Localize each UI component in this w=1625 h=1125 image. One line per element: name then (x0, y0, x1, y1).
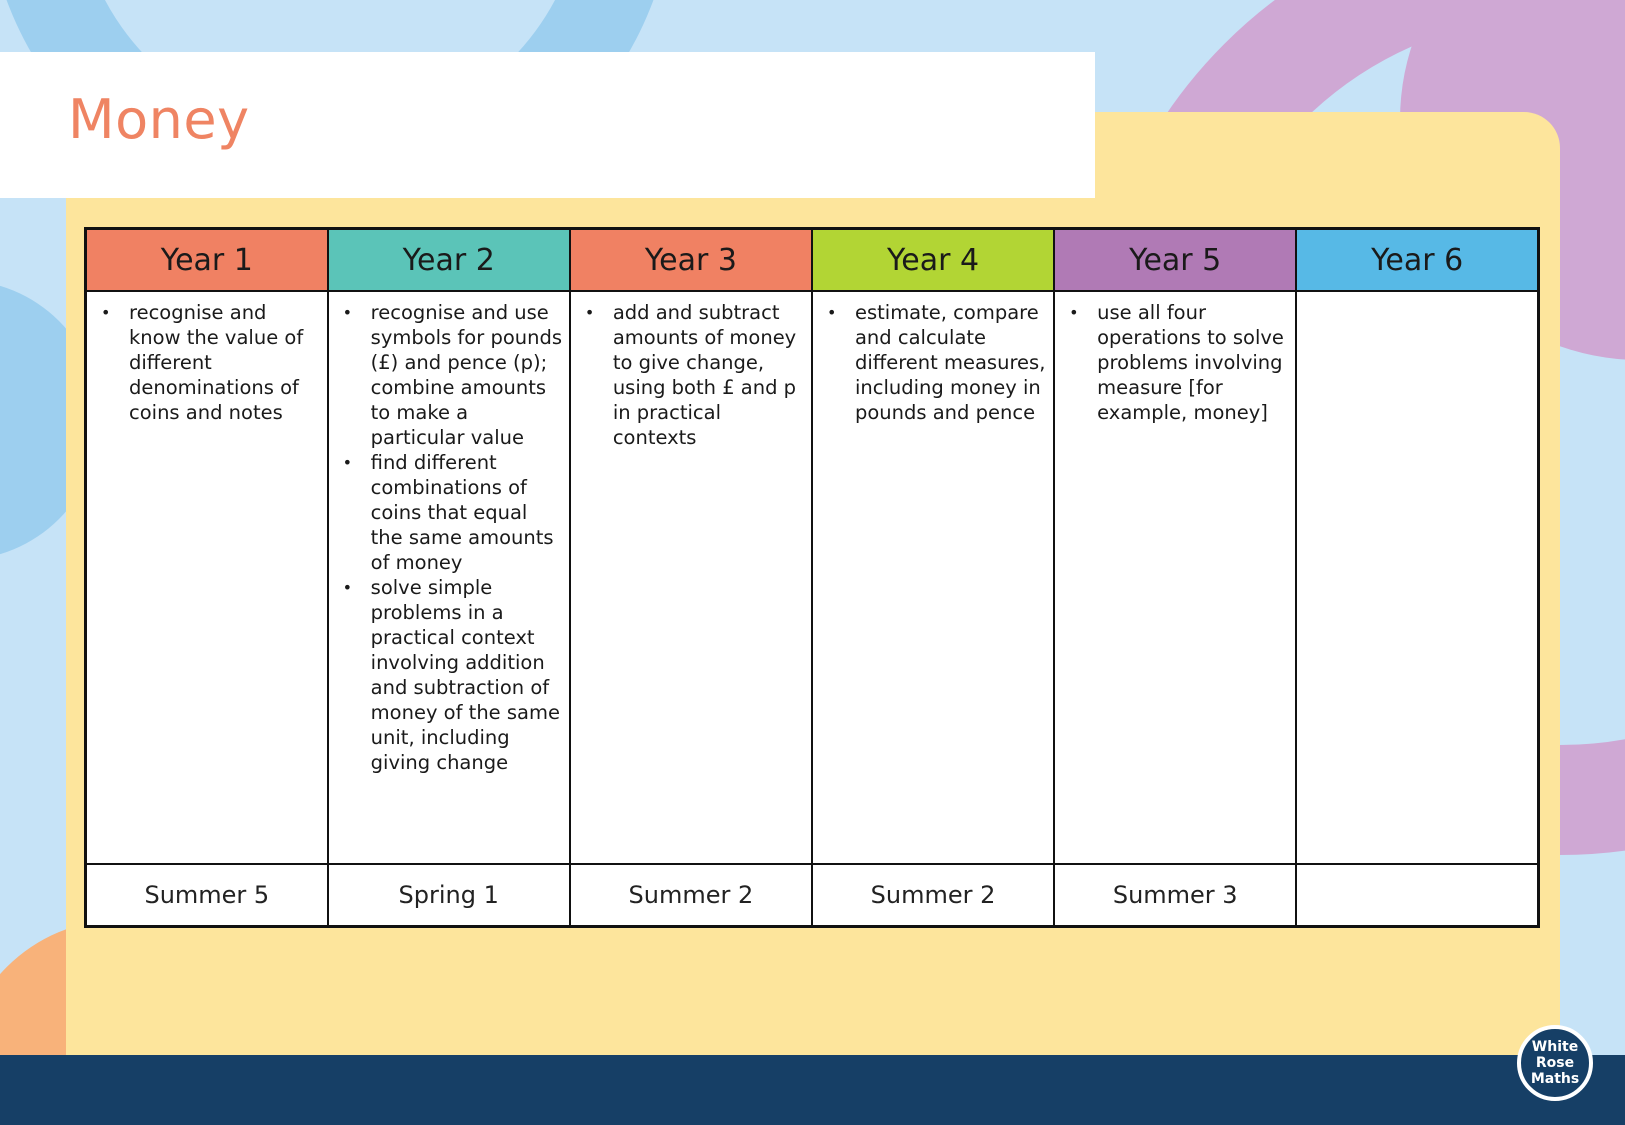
objectives-list (1065, 300, 1289, 425)
objectives-cell-year-2 (328, 291, 570, 864)
objectives-list (823, 300, 1047, 425)
objective-item: • add and subtract amounts of money to give change, using both £ and p in practical contexts (613, 300, 805, 450)
page-title: Money (68, 88, 250, 151)
year-header-1: Year 1 (86, 229, 328, 292)
curriculum-table (84, 227, 1540, 928)
term-cell-year-5: Summer 3 (1054, 864, 1296, 927)
header-row (86, 229, 1539, 292)
objective-item: • solve simple problems in a practical context involving addition and subtraction of money of the same unit, including giving change (371, 575, 563, 775)
objectives-cell-year-3 (570, 291, 812, 864)
objective-item: • find different combinations of coins that equal the same amounts of money (371, 450, 563, 575)
white-rose-maths-logo (1517, 1025, 1593, 1101)
year-header-6: Year 6 (1296, 229, 1538, 292)
objectives-list (339, 300, 563, 775)
term-cell-year-2: Spring 1 (328, 864, 570, 927)
objectives-list (581, 300, 805, 450)
term-cell-year-1: Summer 5 (86, 864, 328, 927)
year-header-4: Year 4 (812, 229, 1054, 292)
year-header-3: Year 3 (570, 229, 812, 292)
objectives-row (86, 291, 1539, 864)
objectives-cell-year-4 (812, 291, 1054, 864)
objective-item: • estimate, compare and calculate different measures, including money in pounds and pence (855, 300, 1047, 425)
term-row (86, 864, 1539, 927)
objectives-cell-year-6 (1296, 291, 1538, 864)
term-cell-year-4: Summer 2 (812, 864, 1054, 927)
objective-item: • recognise and use symbols for pounds (£) and pence (p); combine amounts to make a particular value (371, 300, 563, 450)
objective-item: • use all four operations to solve problems involving measure [for example, money] (1097, 300, 1289, 425)
logo-line-1: White (1531, 1039, 1579, 1055)
objective-item: • recognise and know the value of different denominations of coins and notes (129, 300, 321, 425)
objectives-cell-year-5 (1054, 291, 1296, 864)
objectives-list (97, 300, 321, 425)
term-cell-year-6 (1296, 864, 1538, 927)
logo-line-3: Maths (1530, 1071, 1580, 1087)
year-header-2: Year 2 (328, 229, 570, 292)
footer-bar (0, 1055, 1625, 1125)
logo-line-2: Rose (1535, 1055, 1575, 1071)
year-header-5: Year 5 (1054, 229, 1296, 292)
term-cell-year-3: Summer 2 (570, 864, 812, 927)
objectives-cell-year-1 (86, 291, 328, 864)
